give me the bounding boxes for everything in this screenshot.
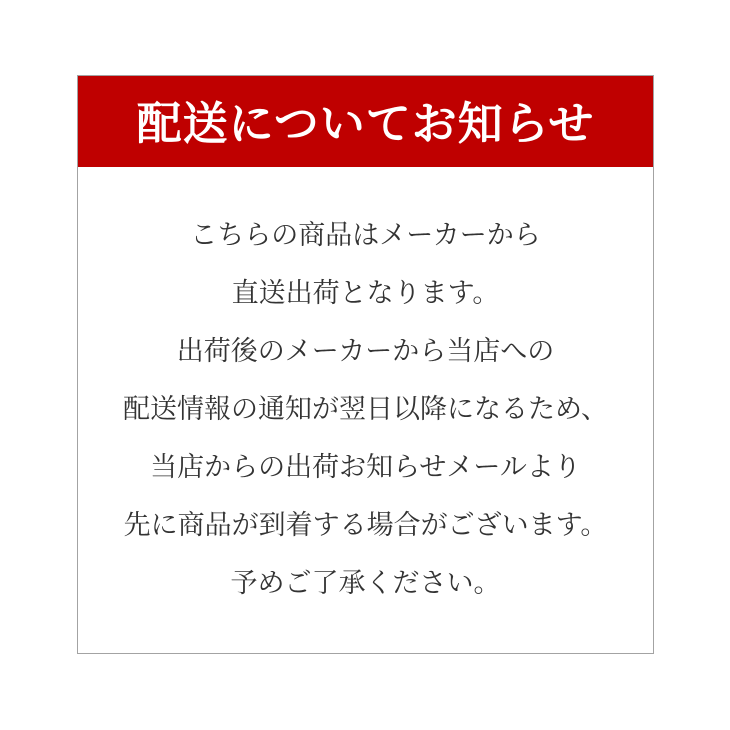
notice-line: 直送出荷となります。 xyxy=(231,278,500,309)
notice-body xyxy=(78,167,653,653)
notice-title: 配送についてお知らせ xyxy=(136,97,595,150)
notice-line: 予めご了承ください。 xyxy=(230,568,501,599)
notice-line: 配送情報の通知が翌日以降になるため、 xyxy=(123,394,608,425)
notice-line: 当店からの出荷お知らせメールより xyxy=(150,452,581,483)
notice-line: 先に商品が到着する場合がございます。 xyxy=(123,510,608,541)
notice-line: こちらの商品はメーカーから xyxy=(190,220,541,251)
notice-header xyxy=(78,76,653,167)
notice-line: 出荷後のメーカーから当店への xyxy=(176,336,555,367)
shipping-notice-box xyxy=(77,75,654,654)
